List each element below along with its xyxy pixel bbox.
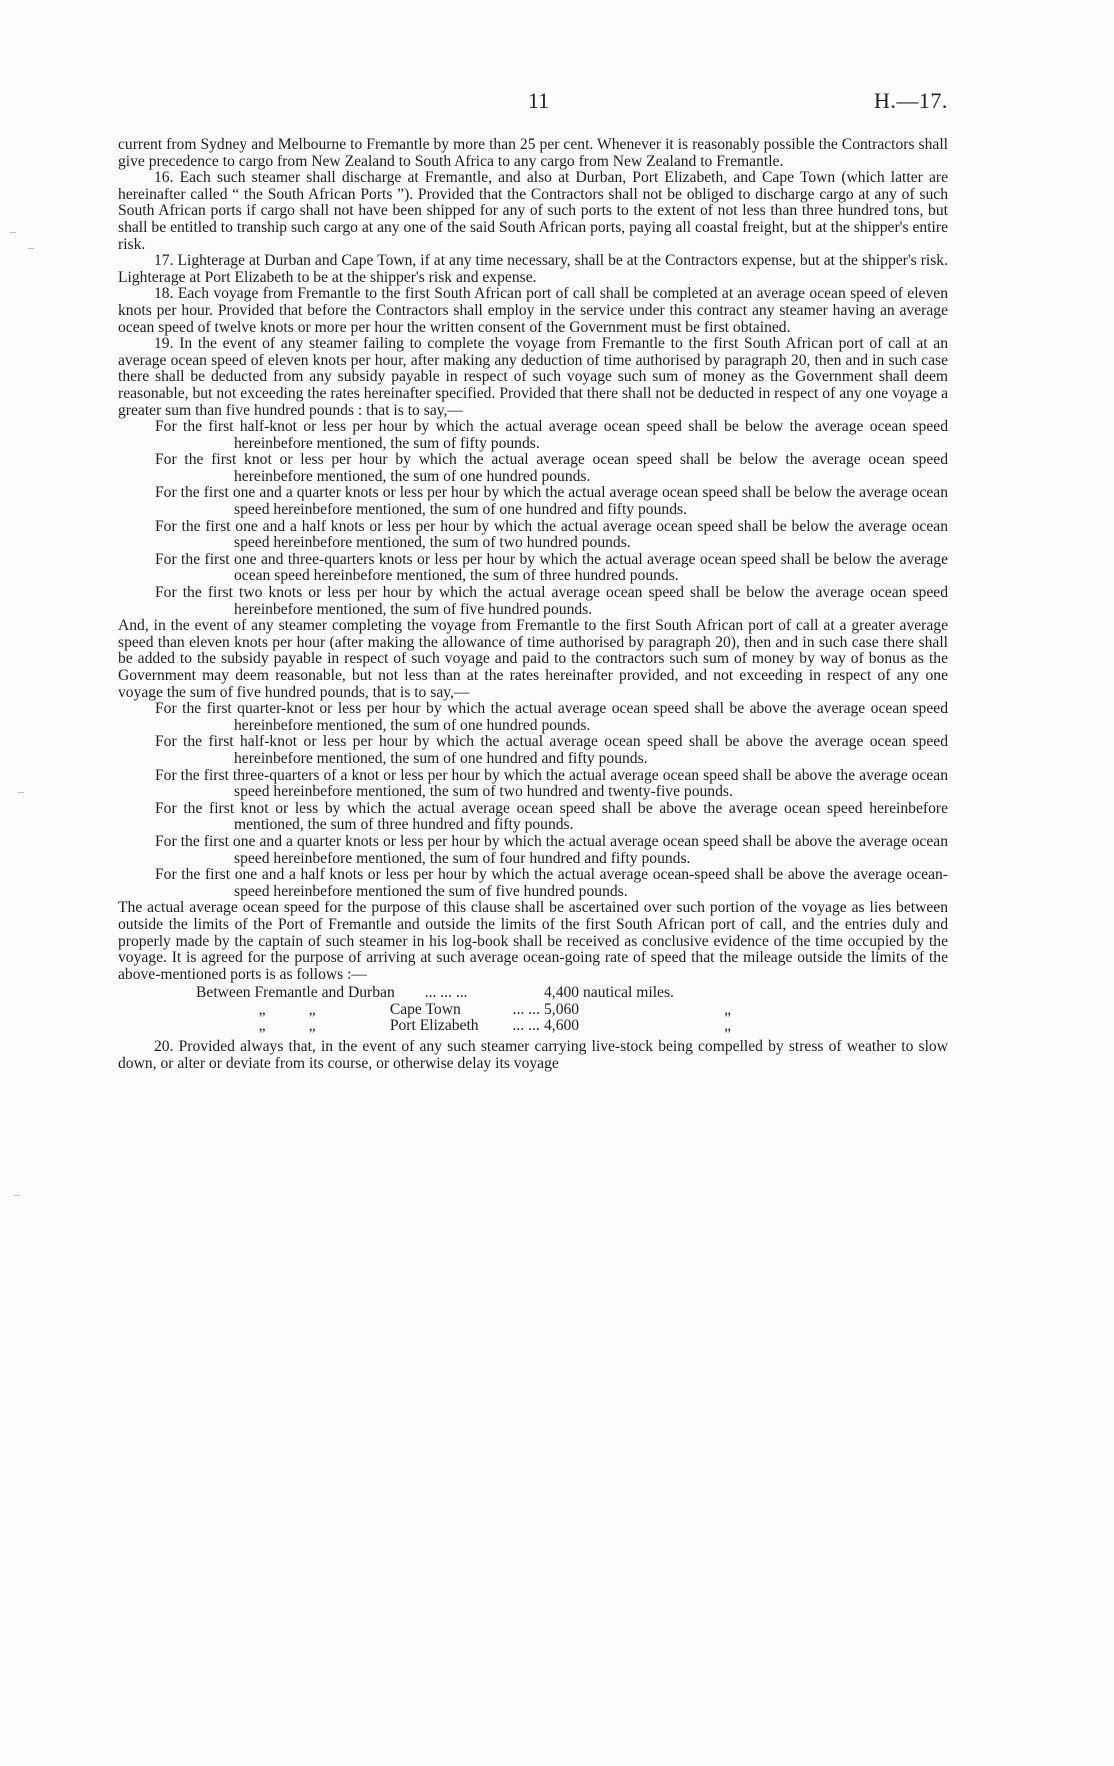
route-label: Cape Town bbox=[389, 1000, 461, 1018]
paragraph-17: 17. Lighterage at Durban and Cape Town, if at any time necessary, shall be at the Contractors expense, but at the shipper's risk. Lighterage at Port Elizabeth to be at the shipper's risk and expense. bbox=[118, 252, 948, 286]
ditto-mark: „ bbox=[724, 1000, 733, 1018]
mileage-value: 5,060 bbox=[544, 1000, 580, 1018]
mileage-value: 4,400 nautical miles. bbox=[544, 984, 674, 1002]
mileage-table bbox=[196, 985, 733, 1035]
bonus-rate: For the first three-quarters of a knot or less per hour by which the actual average ocean speed shall be above the average ocean speed hereinbefore mentioned, the sum of two hundred and twenty-five pounds. bbox=[155, 766, 948, 801]
margin-mark bbox=[14, 1195, 20, 1196]
paragraph-actual-speed: The actual average ocean speed for the purpose of this clause shall be ascertained over such portion of the voyage as lies between outside the limits of the Port of Fremantle and outside the limits of the first South African port of call, and the entries duly and properly made by the captain of such steamer in his log-book shall be received as conclusive evidence of the time occupied by the voyage. It is agreed for the purpose of arriving at such average ocean-going rate of speed that the mileage outside the limits of the above-mentioned ports is as follows :— bbox=[118, 899, 948, 983]
margin-mark bbox=[18, 792, 24, 793]
margin-mark bbox=[28, 248, 34, 249]
mileage-route bbox=[196, 985, 544, 1002]
bonus-rate: For the first quarter-knot or less per hour by which the actual average ocean speed shall be above the average ocean speed hereinbefore mentioned, the sum of one hundred pounds. bbox=[155, 700, 948, 734]
table-row bbox=[196, 1002, 733, 1019]
bonus-rate: For the first one and a half knots or less per hour by which the actual average ocean-speed shall be above the average ocean-speed hereinbefore mentioned the sum of five hundred pounds. bbox=[155, 866, 948, 900]
paragraph-19: 19. In the event of any steamer failing to complete the voyage from Fremantle to the first South African port of call at an average ocean speed of eleven knots per hour, after making any deduction of time authorised by paragraph 20, then and in such case there shall be deducted from any subsidy payable in respect of such voyage such sum of money as the Government shall deem reasonable, but not exceeding the rates hereinafter specified. Provided that there shall not be deducted in respect of any one voyage a greater sum than five hundred pounds : that is to say,— bbox=[118, 335, 948, 419]
route-label: Port Elizabeth bbox=[389, 1017, 479, 1035]
ditto-mark: „ bbox=[724, 1017, 733, 1035]
dot-leader: ... ... ... bbox=[424, 984, 468, 1002]
paragraph-intro: current from Sydney and Melbourne to Fremantle by more than 25 per cent. Whenever it is reasonably possible the Contractors shall give precedence to cargo from New Zealand to South Africa to any cargo from New Zealand to Fremantle. bbox=[118, 136, 948, 170]
margin-mark bbox=[10, 232, 16, 233]
ditto-mark: „ bbox=[258, 1000, 268, 1018]
dot-leader: ... ... bbox=[512, 1017, 540, 1035]
ditto-mark: „ bbox=[258, 1017, 268, 1035]
ditto-mark: „ bbox=[308, 1017, 318, 1035]
bonus-rate: For the first one and a quarter knots or less per hour by which the actual average ocean speed shall be above the average ocean speed hereinbefore mentioned, the sum of four hundred and fifty pounds. bbox=[155, 832, 948, 867]
bonus-rate: For the first half-knot or less per hour by which the actual average ocean speed shall be above the average ocean speed hereinbefore mentioned, the sum of one hundred and fifty pounds. bbox=[155, 733, 948, 767]
deduction-rate: For the first half-knot or less per hour by which the actual average ocean speed shall be below the average ocean speed hereinbefore mentioned, the sum of fifty pounds. bbox=[155, 418, 948, 452]
bonus-rate: For the first knot or less by which the actual average ocean speed shall be above the average ocean speed hereinbefore mentioned, the sum of three hundred and fifty pounds. bbox=[155, 799, 948, 834]
mileage-route bbox=[196, 1002, 544, 1019]
ditto-mark: „ bbox=[308, 1000, 318, 1018]
table-row bbox=[196, 1018, 733, 1035]
deduction-rate: For the first two knots or less per hour by which the actual average ocean speed shall be below the average ocean speed hereinbefore mentioned, the sum of five hundred pounds. bbox=[155, 584, 948, 618]
mileage-value: 4,600 bbox=[544, 1017, 580, 1035]
page-number: 11 bbox=[528, 88, 550, 113]
mileage-route bbox=[196, 1018, 544, 1035]
document-body bbox=[118, 137, 948, 1072]
deduction-rate: For the first one and a quarter knots or less per hour by which the actual average ocean speed shall be below the average ocean speed hereinbefore mentioned, the sum of one hundred and fifty pounds. bbox=[155, 484, 948, 519]
paragraph-16: 16. Each such steamer shall discharge at Fremantle, and also at Durban, Port Elizabeth, and Cape Town (which latter are hereinafter called “ the South African Ports ”). Provided that the Contractors shall not be obliged to discharge cargo at any of such South African ports if cargo shall not have been shipped for any of such ports to the extent of not less than three hundred tons, but shall be entitled to tranship such cargo at any one of the said South African ports, paying all coastal freight, but at the shipper's entire risk. bbox=[118, 169, 948, 253]
document-reference: H.—17. bbox=[874, 88, 948, 113]
route-label: Between Fremantle and Durban bbox=[196, 984, 395, 1002]
deduction-rate: For the first knot or less per hour by which the actual average ocean speed shall be below the average ocean speed hereinbefore mentioned, the sum of one hundred pounds. bbox=[155, 451, 948, 485]
paragraph-18: 18. Each voyage from Fremantle to the first South African port of call shall be completed at an average ocean speed of eleven knots per hour. Provided that before the Contractors shall employ in the service under this contract any steamer having an average ocean speed of twelve knots or more per hour the written consent of the Government must be first obtained. bbox=[118, 285, 948, 336]
paragraph-20: 20. Provided always that, in the event of any such steamer carrying live-stock being compelled by stress of weather to slow down, or alter or deviate from its course, or otherwise delay its voyage bbox=[118, 1038, 948, 1072]
paragraph-bonus: And, in the event of any steamer completing the voyage from Fremantle to the first South African port of call at a greater average speed than eleven knots per hour (after making the allowance of time authorised by paragraph 20), then and in such case there shall be added to the subsidy payable in respect of such voyage and paid to the contractors such sum of money by way of bonus as the Government may deem reasonable, but not less than at the rates hereinafter provided, and not exceeding in respect of any one voyage the sum of five hundred pounds, that is to say,— bbox=[118, 617, 948, 701]
deduction-rate: For the first one and a half knots or less per hour by which the actual average ocean speed shall be below the average ocean speed hereinbefore mentioned, the sum of two hundred pounds. bbox=[155, 517, 948, 552]
table-row bbox=[196, 985, 733, 1002]
deduction-rate: For the first one and three-quarters knots or less per hour by which the actual average ocean speed shall be below the average ocean speed hereinbefore mentioned, the sum of three hundred pounds. bbox=[155, 550, 948, 585]
dot-leader: ... ... bbox=[512, 1000, 540, 1018]
